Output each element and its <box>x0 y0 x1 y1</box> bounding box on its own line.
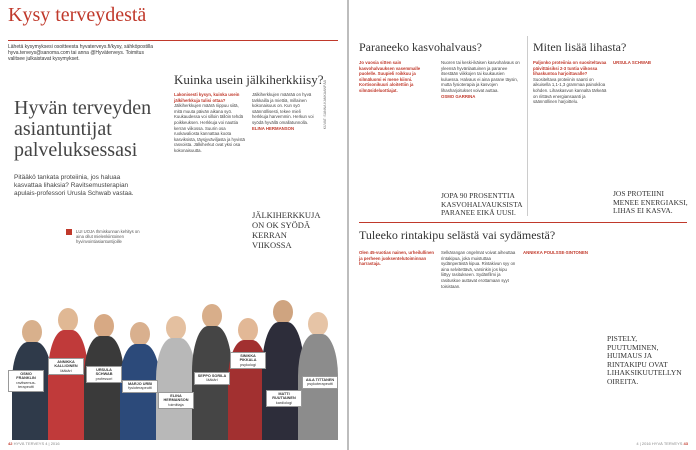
main-title: Hyvän terveyden asiantuntijat palveluksessasi <box>14 97 152 161</box>
author-icon <box>66 229 72 235</box>
expert-card: MATTI RUUTIAINEN kardiologi <box>266 390 302 407</box>
expert-card: URSULA SCHWAB professori <box>86 366 122 383</box>
signoff: OSMO GARRINA <box>441 93 476 99</box>
signoff: URSULA SCHWAB <box>613 60 652 65</box>
footer-text: HYVÄ TERVEYS 4 | 2016 <box>13 441 60 446</box>
article-1-column-2 <box>441 60 521 99</box>
signoff: ANNIKKA POULSSE-SINTONEN <box>523 250 588 255</box>
question-text: Paljonko proteiinia on suositeltavaa päivittäisiksi 2-3 tuntia viikossa lihaskuntoa harjoittavalle? <box>533 60 607 77</box>
question-text: Jo vuosia sitten sain kasvohalvauksen vasemmalle puolelle. Suupieli roikkuu ja silmäluomi ei mene kiinni. Kortisonikuuri aloitettiin ja silmäsideluottiajat. <box>359 60 421 93</box>
expert-group-photo <box>0 280 347 440</box>
answer-text-2: Jälkiherkkujen määrää on hyvä tarkkailla ja miettiä, millainen kokonaisuus on. Kun syö säännöllisesti, tekee mieli herkkuja harvemmin. Herkun voi syödä hyvällä omallatunnolla. <box>252 92 314 125</box>
section-title: Kuinka usein jälkiherkkiisy? <box>174 72 324 87</box>
page-footer <box>636 441 688 446</box>
section-title-2: Miten lisää lihasta? <box>533 40 627 54</box>
article-2-column-1 <box>533 60 607 105</box>
question-text: Lakonisesti kysyn, kuinka usein jälkiherkkuja tulisi ottaa? <box>174 92 240 103</box>
article-column-2 <box>252 92 318 131</box>
answer-text: Selkärangan ongelmat voivat aiheuttaa rintakipua, joka muistuttaa sydänperäistä kipua. Rintakivun syy on aina selvitettävä, varsinkin jos kipu liittyy rasitukseen. Sydänfilmi ja rasituskoe auttavat erottamaan syyt toisistaan. <box>441 250 516 289</box>
page-number: 43 <box>683 441 688 446</box>
pull-quote: JOPA 90 PROSENTTIA KASVOHALVAUKSISTA PARANEE EIKÄ UUSI. <box>441 191 523 217</box>
lead-text: Pitääkö tankata proteiinia, jos haluaa kasvattaa lihaksia? Ravitsemusterapian apulais-professori Urusla Schwab vastaa. <box>14 174 134 197</box>
article-3-column-3 <box>523 250 599 256</box>
column-rule <box>527 36 528 216</box>
expert-card: MARJO URBI fysioterapeutti <box>122 380 158 393</box>
page-header: Kysy terveydestä <box>8 4 147 26</box>
answer-text: Nuoren tai keski-ikäisen kasvohalvaus on yleensä hyvänlaatuinen ja paranee itsestään viikkojen tai kuukausien kuluessa. Halvaus ei aina parane täysin, mutta fysioterapia ja kasvojen lihasharjoitukset voivat auttaa. <box>441 60 520 93</box>
article-3-column-2 <box>441 250 517 289</box>
expert-card: ELINA HERMANSON toimittaja <box>158 392 194 409</box>
left-page <box>0 0 347 450</box>
section-title-3: Tuleeko rintakipu selästä vai sydämestä? <box>359 228 556 242</box>
expert-card: AILA TITTANEN psykoterapeutti <box>302 376 338 389</box>
pull-quote: JOS PROTEIINI MENEE ENERGIAKSI, LIHAS EI KASVA. <box>613 189 688 215</box>
article-3-column-1 <box>359 250 435 267</box>
article-column-1 <box>174 92 246 154</box>
pull-quote: PISTELY, PUUTUMINEN, HUIMAUS JA RINTAKIPU OVAT LIHAKSIKUUTELLYN OIREITA. <box>607 334 682 386</box>
divider <box>359 222 687 223</box>
article-2-column-2 <box>613 60 689 66</box>
expert-card: SEPPO SORILA lääkäri <box>194 372 230 385</box>
pull-quote: JÄLKIHERKKUJA ON OK SYÖDÄ KERRAN VIIKOSSA <box>252 210 320 250</box>
signoff: ELINA HERMANSON <box>252 125 295 131</box>
intro-text: Lähetä kysymyksesi osoitteesta hyvaterveys.fi/kysy, sähköpostilla hyva.terveys@sanoma.com tai anna @Hyväterveys. Toimitus valitsee julkaistavat kysymykset. <box>8 44 153 63</box>
footer-text: 4 | 2016 HYVÄ TERVEYS <box>636 441 683 446</box>
question-text: Olen 45-vuotias nainen, urheilullinen ja perheen juoksentelutoiminnan harrastaja. <box>359 250 434 267</box>
expert-card: ANNIKKA KALLIOINEN lääkäri <box>48 358 84 375</box>
answer-text: Jälkiherkkujen määrä riippuu siitä, mitä muuta päivän aikana syö. Kuukaudessa voi silloin tällöin tehdä poikkeuksen. Herkkuja voi nauttia kerran viikossa. Suurin osa ruokavaliosta kannattaa koota kasviksista, täysjyväviljasta ja hyvistä rasvoista. Jälkiherkut ovat yksi osa kokonaisuutta. <box>174 103 245 153</box>
page-number: 42 <box>8 441 13 446</box>
page-footer <box>8 441 60 446</box>
answer-text: Suositeltava proteiinin saanti on aikuisella 1,1-1,3 grammaa painokiloa kohden. Lihaskasvun kannalta tärkeää on riittävä energiansaanti ja säännöllinen harjoittelu. <box>533 76 607 105</box>
expert-card: SINIKKA PIKKALA psykologi <box>230 352 266 369</box>
right-page <box>349 0 696 450</box>
expert-card: OSMO FRANKLIN ravitsemus-terapeutti <box>8 370 44 392</box>
byline: LUI UOJA Ihmiskunnan kehitys on aina ollut mielenkiintoinen hyvinvointiasiantuntijoille <box>76 229 140 244</box>
article-1-column-1 <box>359 60 435 94</box>
photo-credit: KUVAT: SANNA KANKAANPÄÄ <box>323 80 327 130</box>
section-title-1: Paraneeko kasvohalvaus? <box>359 40 482 54</box>
divider <box>8 40 338 41</box>
